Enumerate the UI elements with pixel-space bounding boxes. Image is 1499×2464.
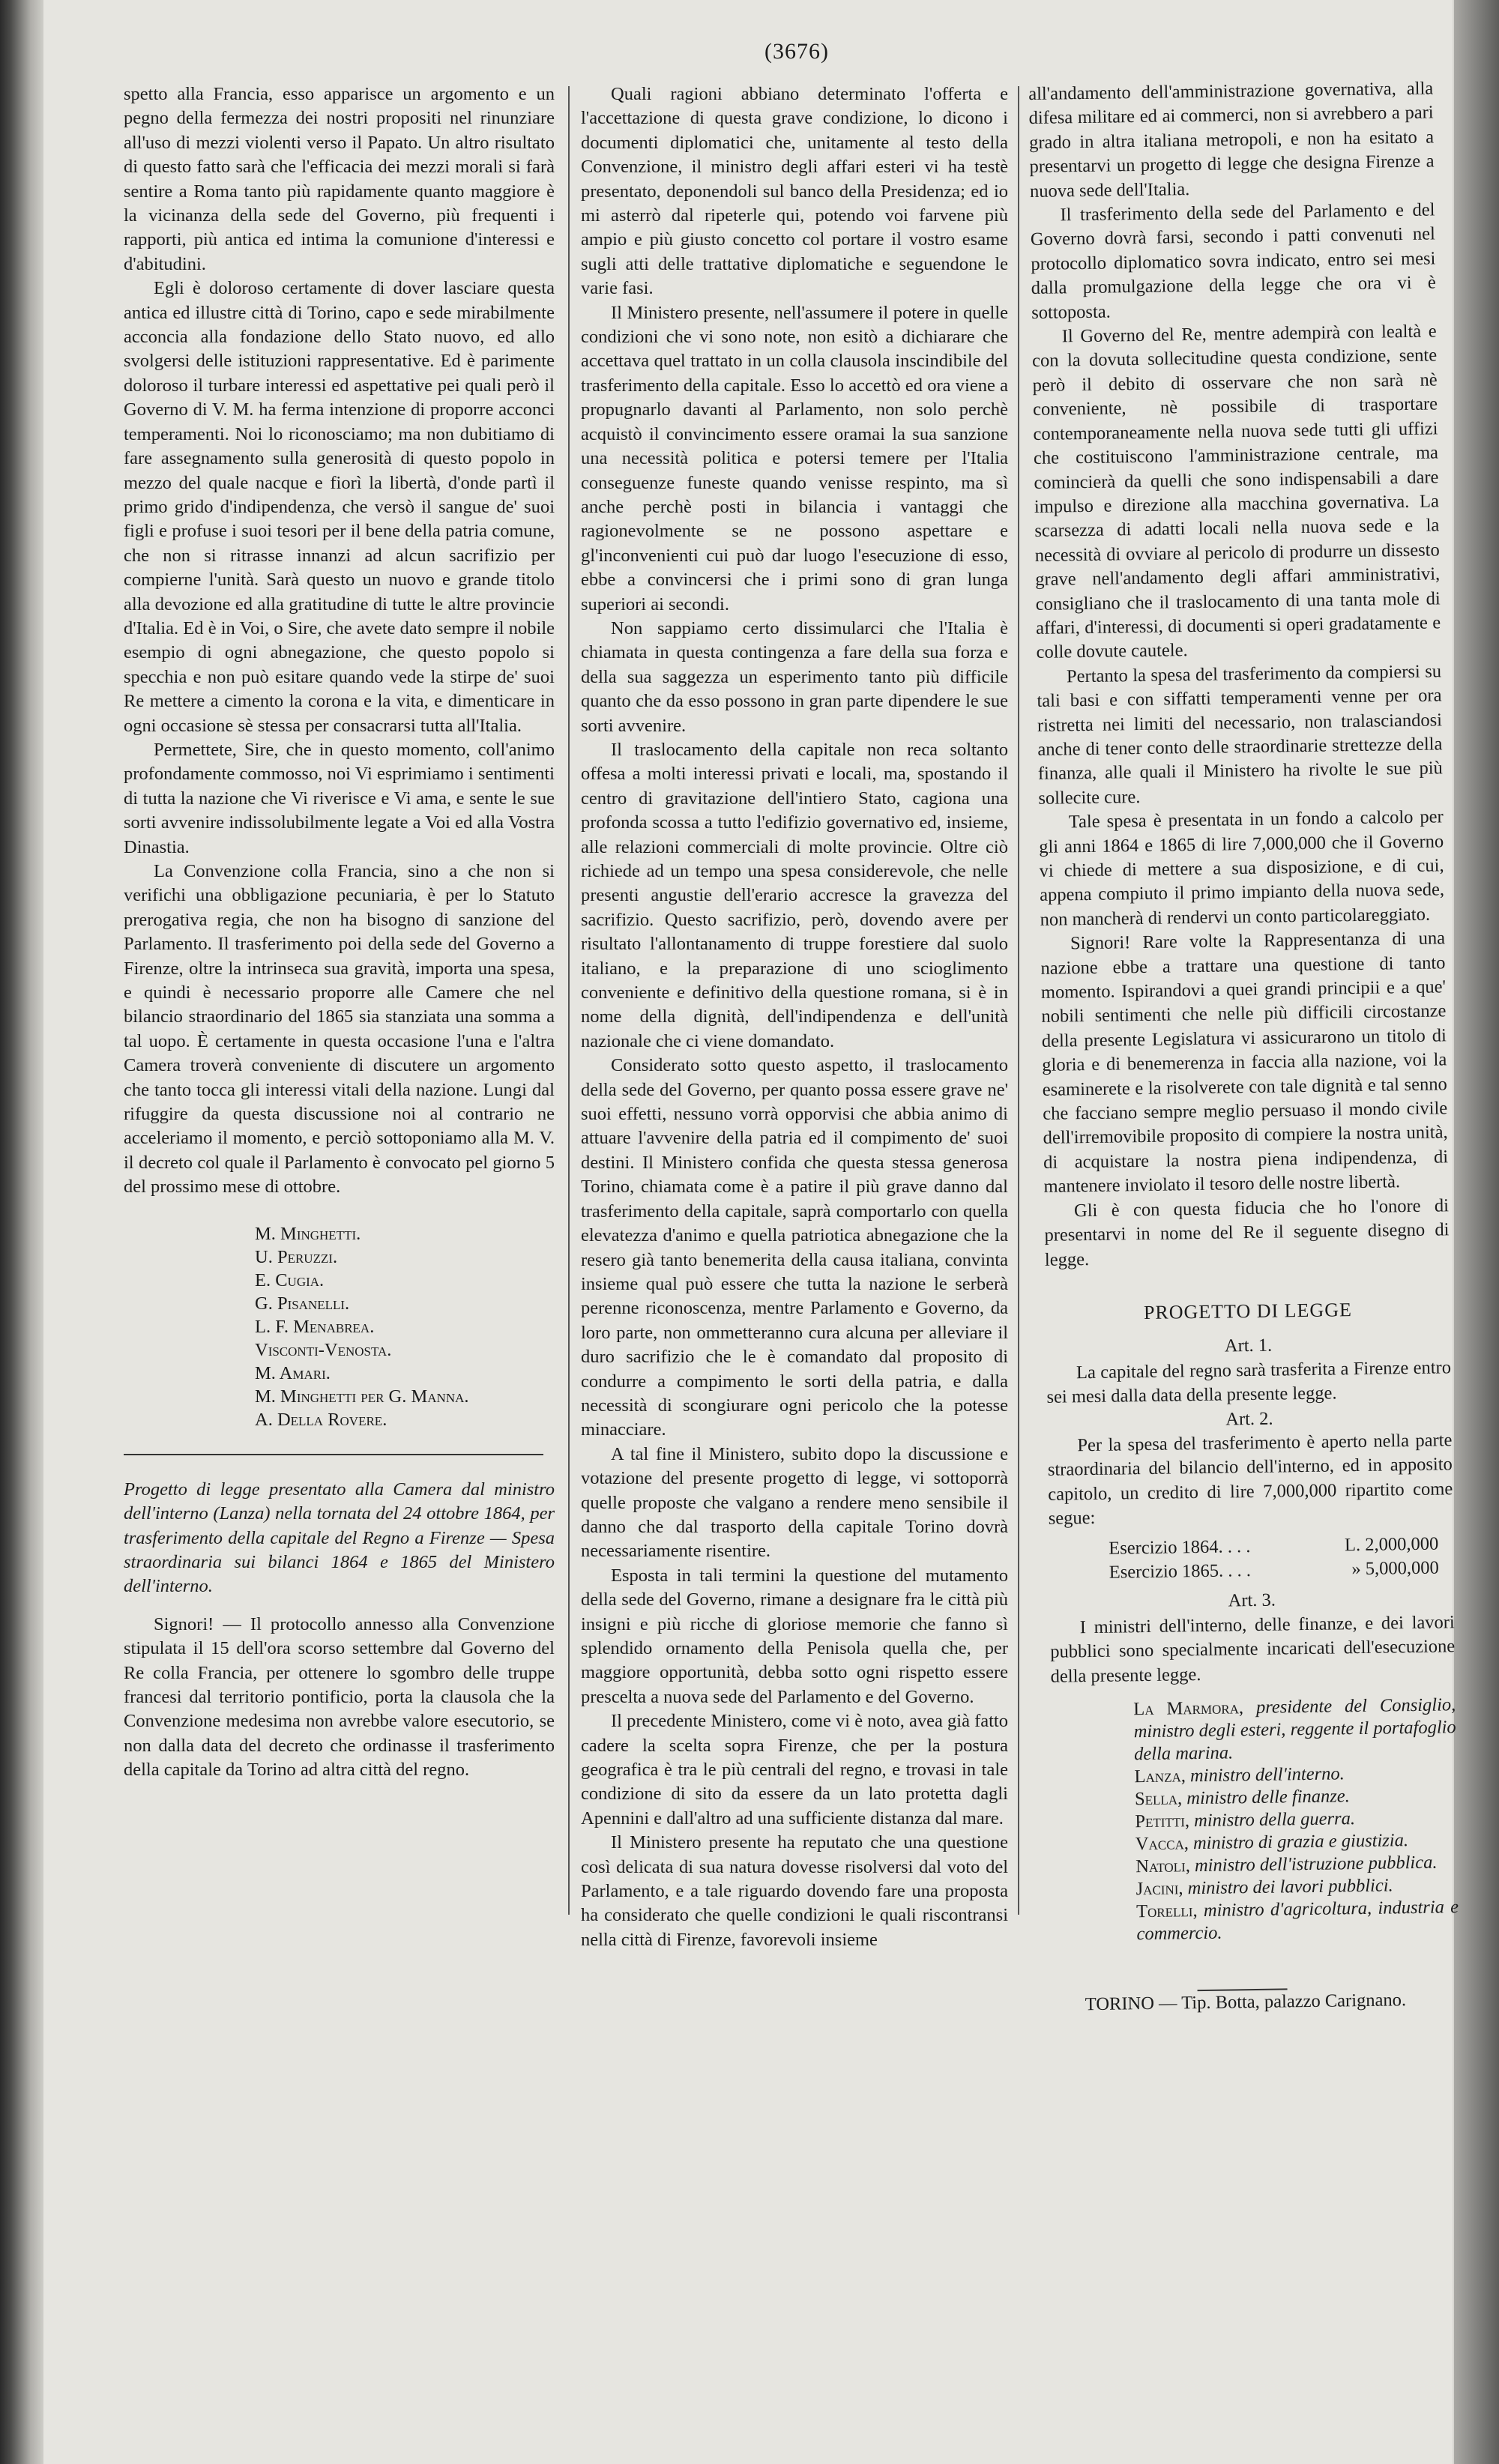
paragraph: Il trasferimento della sede del Parlamento e del Governo dovrà farsi, secondo i patti convenuti nel protocollo diplomatico sovra indicato, entro sei mesi dalla promulgazione della legge che ora vi è sottoposta. — [1030, 199, 1436, 323]
minister-role: ministro della guerra. — [1193, 1808, 1356, 1832]
paragraph: spetto alla Francia, esso apparisce un argomento e un pegno della fermezza dei nostri propositi nel rinunziare all'uso di mezzi violenti verso il Papato. Un altro risultato di questo fatto sarà che l'efficacia dei mezzi morali si farà sentire a Roma tanto più rapidamente quanto maggiore è la vicinanza della sede del Governo, più frequenti i rapporti, più antica ed intima la comunione d'interessi e d'abitudini. — [124, 84, 555, 274]
paragraph: Permettete, Sire, che in questo momento, coll'animo profondamente commosso, noi Vi esprimiamo i sentimenti di tutta la nazione che Vi riverisce e Vi ama, e sente le sue sorti avvenire indissolubilmente legate a Voi ed alla Vostra Dinastia. — [124, 739, 555, 857]
article-text: La capitale del regno sarà trasferita a Firenze entro sei mesi dalla data della presente legge. — [1046, 1357, 1452, 1407]
paragraph: Tale spesa è presentata in un fondo a calcolo per gli anni 1864 e 1865 di lire 7,000,000 che il Governo vi chiede di mettere a sua disposizione, e di cui, appena compiuto il primo impianto della nuova sede, non mancherà di rendervi un conto particolareggiato. — [1039, 806, 1445, 930]
page-number: (3676) — [764, 39, 829, 64]
paragraph: Quali ragioni abbiano determinato l'offerta e l'accettazione di questa grave condizione, lo dicono i documenti diplomatici che, unitamente al testo della Convenzione, il ministro degli affari esteri vi ha testè presentato, deponendoli sul banco della Presidenza; ed io mi asterrò dal ripeterle qui, potendo voi farvene più ampio e più giusto concetto col portare il vostro esame sugli atti delle trattative diplomatiche e seguendone le varie fasi. — [581, 84, 1008, 299]
column-rule-left — [568, 86, 570, 1915]
budget-amount: » 5,000,000 — [1351, 1557, 1439, 1580]
paragraph: Pertanto la spesa del trasferimento da compiersi su tali basi e con siffatti temperamenti venne per ora ristretta nei limiti del necessario, non tralasciandosi anche di tener conto delle straordinarie strettezze della finanza, alle quali il Ministero ha rivolte le sue più sollecite cure. — [1037, 661, 1444, 809]
minister-name: Petitti, — [1135, 1811, 1190, 1832]
paragraph: Il Ministero presente ha reputato che una questione così delicata di sua natura dovesse risolversi dal voto del Parlamento, e a tale riguardo dovendo fare una proposta ha considerato che quelle condizioni le quali riscontransi nella città di Firenze, favorevoli insieme — [581, 1832, 1008, 1950]
paragraph: Il precedente Ministero, come vi è noto, avea già fatto cadere la scelta sopra Firenze, che per la postura geografica è tra le più centrali del regno, e trovasi in tale condizione di sito da essere da un lato protetta dagli Apennini e dall'altro ad una sufficiente distanza dal mare. — [581, 1711, 1008, 1829]
column-2 — [581, 82, 1008, 1952]
minister-name: Jacini, — [1135, 1878, 1183, 1900]
signature: M. Minghetti per G. Manna. — [255, 1386, 469, 1407]
paragraph: Signori! Rare volte la Rappresentanza di una nazione ebbe a trattare una questione di tanto momento. Ispirandovi a quei grandi principii e a que' nobili sentimenti che nelle più difficili circostanze della presente Legislatura vi assicurarono un titolo di gloria e di benemerenza in faccia alla nazione, voi la esaminerete e la risolverete con tale dignità e tal senno che facciano sempre meglio persuaso il mondo civile dell'irremovibile proposito di compiere la nostra unità, di acquistare la nostra piena indipendenza, di mantenere inviolato il tesoro delle nostre libertà. — [1040, 928, 1449, 1198]
column-3 — [1028, 76, 1460, 2017]
printer-imprint: TORINO — Tip. Botta, palazzo Carignano. — [1085, 1990, 1407, 2015]
minister-entry — [1135, 1851, 1458, 1878]
signature: G. Pisanelli. — [255, 1293, 350, 1314]
budget-year: Esercizio 1865. . . . — [1109, 1560, 1252, 1583]
minister-name: Sella, — [1134, 1788, 1183, 1810]
paragraph: Il Governo del Re, mentre adempirà con lealtà e con la dovuta sollecitudine questa condizione, sente però il debito di osservare che non sarà nè conveniente, nè possibile di trasportare contemporaneamente nella nuova sede tutti gli uffizi che costituiscono l'amministrazione centrale, ma comincierà da quelli che sono indispensabili a dare impulso e direzione alla macchina governativa. La scarsezza di adatti locali nella nuova sede e la necessità di ovviare al pericolo di produrre un dissesto grave nell'andamento degli affari amministrativi, consigliano che il traslocamento di una tanta mole di affari, d'interessi, di documenti si operi gradatamente e colle dovute cautele. — [1032, 321, 1441, 663]
signature: M. Amari. — [255, 1362, 331, 1383]
article-text: I ministri dell'interno, delle finanze, e dei lavori pubblici sono specialmente incaricati dell'esecuzione della presente legge. — [1050, 1612, 1456, 1687]
minister-role: ministro di grazia e giustizia. — [1192, 1830, 1409, 1854]
signature: U. Peruzzi. — [255, 1246, 338, 1267]
article-label: Art. 3. — [1228, 1589, 1276, 1611]
minister-list — [1133, 1694, 1459, 1945]
signature: M. Minghetti. — [255, 1223, 361, 1244]
article-label: Art. 1. — [1224, 1335, 1273, 1356]
signature: Visconti-Venosta. — [255, 1339, 392, 1360]
minister-name: Torelli, — [1135, 1900, 1198, 1922]
page-edge-shadow — [1454, 0, 1499, 2464]
book-binding — [0, 0, 43, 2464]
paragraph: Egli è doloroso certamente di dover lasciare questa antica ed illustre città di Torino, capo e sede mirabilmente acconcia alla fondazione dello Stato nuovo, ed allo svolgersi delle istituzioni rappresentative. Ed è parimente doloroso il turbare interessi ed aspettative pei quali però il Governo di V. M. ha ferma intenzione di proporre acconci temperamenti. Noi lo riconosciamo; ma non dubitiamo di fare assegnamento sulla generosità di questo popolo in mezzo del quale nacque e fiorì la libertà, d'onde partì il primo grido d'indipendenza, che versò il sangue de' suoi figli e profuse i suoi tesori per il bene della patria comune, che non si ritrasse innanzi ad alcun sacrifizio per compierne l'unità. Sarà questo un nuovo e grande titolo alla devozione ed alla gratitudine di tutte le altre provincie d'Italia. Ed è in Voi, o Sire, che avete dato sempre il nobile esempio di ogni abnegazione, che questo popolo si specchia e non può esitare quando vede la stirpe de' suoi Re mettere a cimento la corona e la vita, e dimenticare in ogni occasione sè stessa per consacrarsi tutta all'Italia. — [124, 278, 555, 736]
column-rule-right — [1018, 86, 1019, 1915]
signature-list — [255, 1222, 555, 1431]
paragraph: Signori! — Il protocollo annesso alla Convenzione stipulata il 15 dell'ora scorso settembre dal Governo del Re colla Francia, per ottenere lo sgombro delle truppe francesi dal territorio pontificio, porta la clausola che la Convenzione medesima non avrebbe valore esecutorio, se non dalla data del decreto che ordinasse il trasferimento della capitale da Torino ad altra città del regno. — [124, 1613, 555, 1781]
bill-heading: Progetto di legge presentato alla Camera dal ministro dell'interno (Lanza) nella tornata del 24 ottobre 1864, per trasferimento della capitale del Regno a Firenze — Spesa straordinaria sui bilanci 1864 e 1865 del Ministero dell'interno. — [124, 1479, 555, 1597]
paragraph: Il traslocamento della capitale non reca soltanto offesa a molti interessi privati e locali, ma, spostando il centro di gravitazione dell'intiero Stato, cagiona una profonda scossa a tutto l'edifizio governativo ed, insieme, alle relazioni commerciali di molte provincie. Oltre ciò richiede ad un tempo una spesa considerevole, che nelle presenti angustie dell'erario accresce la gravezza del sacrifizio. Questo sacrifizio, però, dovendo avere per risultato l'allontanamento di truppe forestiere dal suolo italiano, e la preparazione di uno scioglimento conveniente e definitivo della questione romana, si è in nome della dignità, dell'indipendenza e dell'unità nazionale che ci viene domandato. — [581, 739, 1008, 1051]
minister-role: ministro delle finanze. — [1186, 1786, 1351, 1809]
section-divider — [124, 1454, 543, 1455]
paragraph: Gli è con questa fiducia che ho l'onore di presentarvi in nome del Re il seguente disegno di legge. — [1044, 1195, 1450, 1270]
article-text: Per la spesa del trasferimento è aperto nella parte straordinaria del bilancio dell'interno, ed in apposito capitolo, un credito di lire 7,000,000 ripartito come segue: — [1047, 1430, 1453, 1529]
signature: A. Della Rovere. — [255, 1409, 387, 1430]
article-label: Art. 2. — [1225, 1408, 1273, 1430]
minister-name: Natoli, — [1135, 1855, 1191, 1877]
minister-role: ministro dei lavori pubblici. — [1187, 1875, 1393, 1899]
paragraph: Non sappiamo certo dissimularci che l'Italia è chiamata in questa contingenza a fare della sua forza e della sua saggezza un esperimento tanto più difficile quanto che da esso possono in gran parte dipendere le sue sorti avvenire. — [581, 617, 1008, 736]
law-title: PROGETTO DI LEGGE — [1143, 1299, 1353, 1323]
budget-amount: L. 2,000,000 — [1344, 1533, 1439, 1555]
minister-role: ministro d'agricoltura, industria e commercio. — [1136, 1897, 1459, 1945]
paragraph: Considerato sotto questo aspetto, il traslocamento della sede del Governo, per quanto possa essere grave ne' suoi effetti, nessuno vorrà opporvisi che abbia animo di attuare l'avvenire della patria ed il compimento de' suoi destini. Il Ministero confida che questa stessa generosa Torino, chiamata come è a patire il più grave danno dal trasferimento della capitale, saprà comportarlo con quella elevatezza d'animo e quella patriotica abnegazione che la resero già tanto benemerita della causa italiana, convinta insieme qual può essere che tutta la nazione le serberà perenne riconoscenza, mentre Parlamento e Governo, da loro parte, non ommetteranno cura alcuna per alleviare il duro sacrifizio che le è comandato dal proposito di condurre a compimento le sorti della patria, e dalla necessità di scongiurare ogni pericolo che la potesse minacciare. — [581, 1055, 1008, 1440]
minister-name: Lanza, — [1134, 1766, 1186, 1787]
paragraph: La Convenzione colla Francia, sino a che non si verifichi una obbligazione pecuniaria, è per lo Statuto prerogativa regia, che non ha bisogno di sanzione del Parlamento. Il trasferimento poi della sede del Governo a Firenze, oltre la intrinseca sua gravità, importa una spesa, e quindi è necessario proporre alle Camere che nel bilancio straordinario del 1865 sia stanziata una somma a tal uopo. È certamente in questa occasione l'una e l'altra Camera troverà conveniente di discutere un argomento che tanto tocca gli interessi vitali della nazione. Lungi dal rifuggire da questa discussione noi al contrario ne acceleriamo il momento, e perciò sottoponiamo alla M. V. il decreto col quale il Parlamento è convocato pel giorno 5 del prossimo mese di ottobre. — [124, 861, 555, 1198]
budget-year: Esercizio 1864. . . . — [1109, 1536, 1251, 1559]
minister-role: presidente del Consiglio, ministro degli esteri, reggente il portafoglio della marina. — [1133, 1694, 1456, 1765]
minister-name: La Marmora, — [1133, 1697, 1244, 1720]
budget-table — [1109, 1532, 1454, 1585]
paragraph: Il Ministero presente, nell'assumere il potere in quelle condizioni che vi sono note, non esitò a dichiarare che accettava quel trattato in un colla clausola inscindibile del trasferimento della capitale. Esso lo accettò ed ora viene a propugnarlo davanti al Parlamento, non solo perchè acquistò il convincimento essere oramai la sua sanzione una necessità politica e potersi temere per l'Italia conseguenze funeste quando venisse respinto, ma sì anche perchè posti in bilancia i vantaggi che ragionevolmente se ne possono aspettare e gl'inconvenienti cui può dar luogo l'esecuzione di esso, ebbe a convincersi che i primi sono di gran lunga superiori ai secondi. — [581, 302, 1008, 615]
minister-role: ministro dell'interno. — [1189, 1763, 1345, 1787]
signature: E. Cugia. — [255, 1269, 325, 1290]
minister-entry — [1133, 1694, 1456, 1766]
minister-entry — [1136, 1896, 1459, 1945]
column-1 — [124, 82, 555, 1783]
paragraph: A tal fine il Ministero, subito dopo la discussione e votazione del presente progetto di legge, vi sottoporrà quelle proposte che valgano a rendere meno sensibile il danno che dal trasporto della capitale Torino dovrà necessariamente risentire. — [581, 1443, 1008, 1562]
minister-role: ministro dell'istruzione pubblica. — [1194, 1852, 1438, 1876]
signature: L. F. Menabrea. — [255, 1316, 375, 1337]
paragraph: all'andamento dell'amministrazione governativa, alla difesa militare ed ai commerci, non si avrebbero a pari grado in altra italiana metropoli, e non ha esitato a presentarvi un progetto di legge che designa Firenze a nuova sede dell'Italia. — [1028, 78, 1435, 202]
minister-name: Vacca, — [1135, 1833, 1189, 1855]
paragraph: Esposta in tali termini la questione del mutamento della sede del Governo, rimane a designare fra le città più insigni e più ricche di gloriose memorie che fanno sì splendido ornamento della Penisola quella che, per maggiore opportunità, debba sotto ogni rispetto essere prescelta a nuova sede del Parlamento e del Governo. — [581, 1565, 1008, 1707]
